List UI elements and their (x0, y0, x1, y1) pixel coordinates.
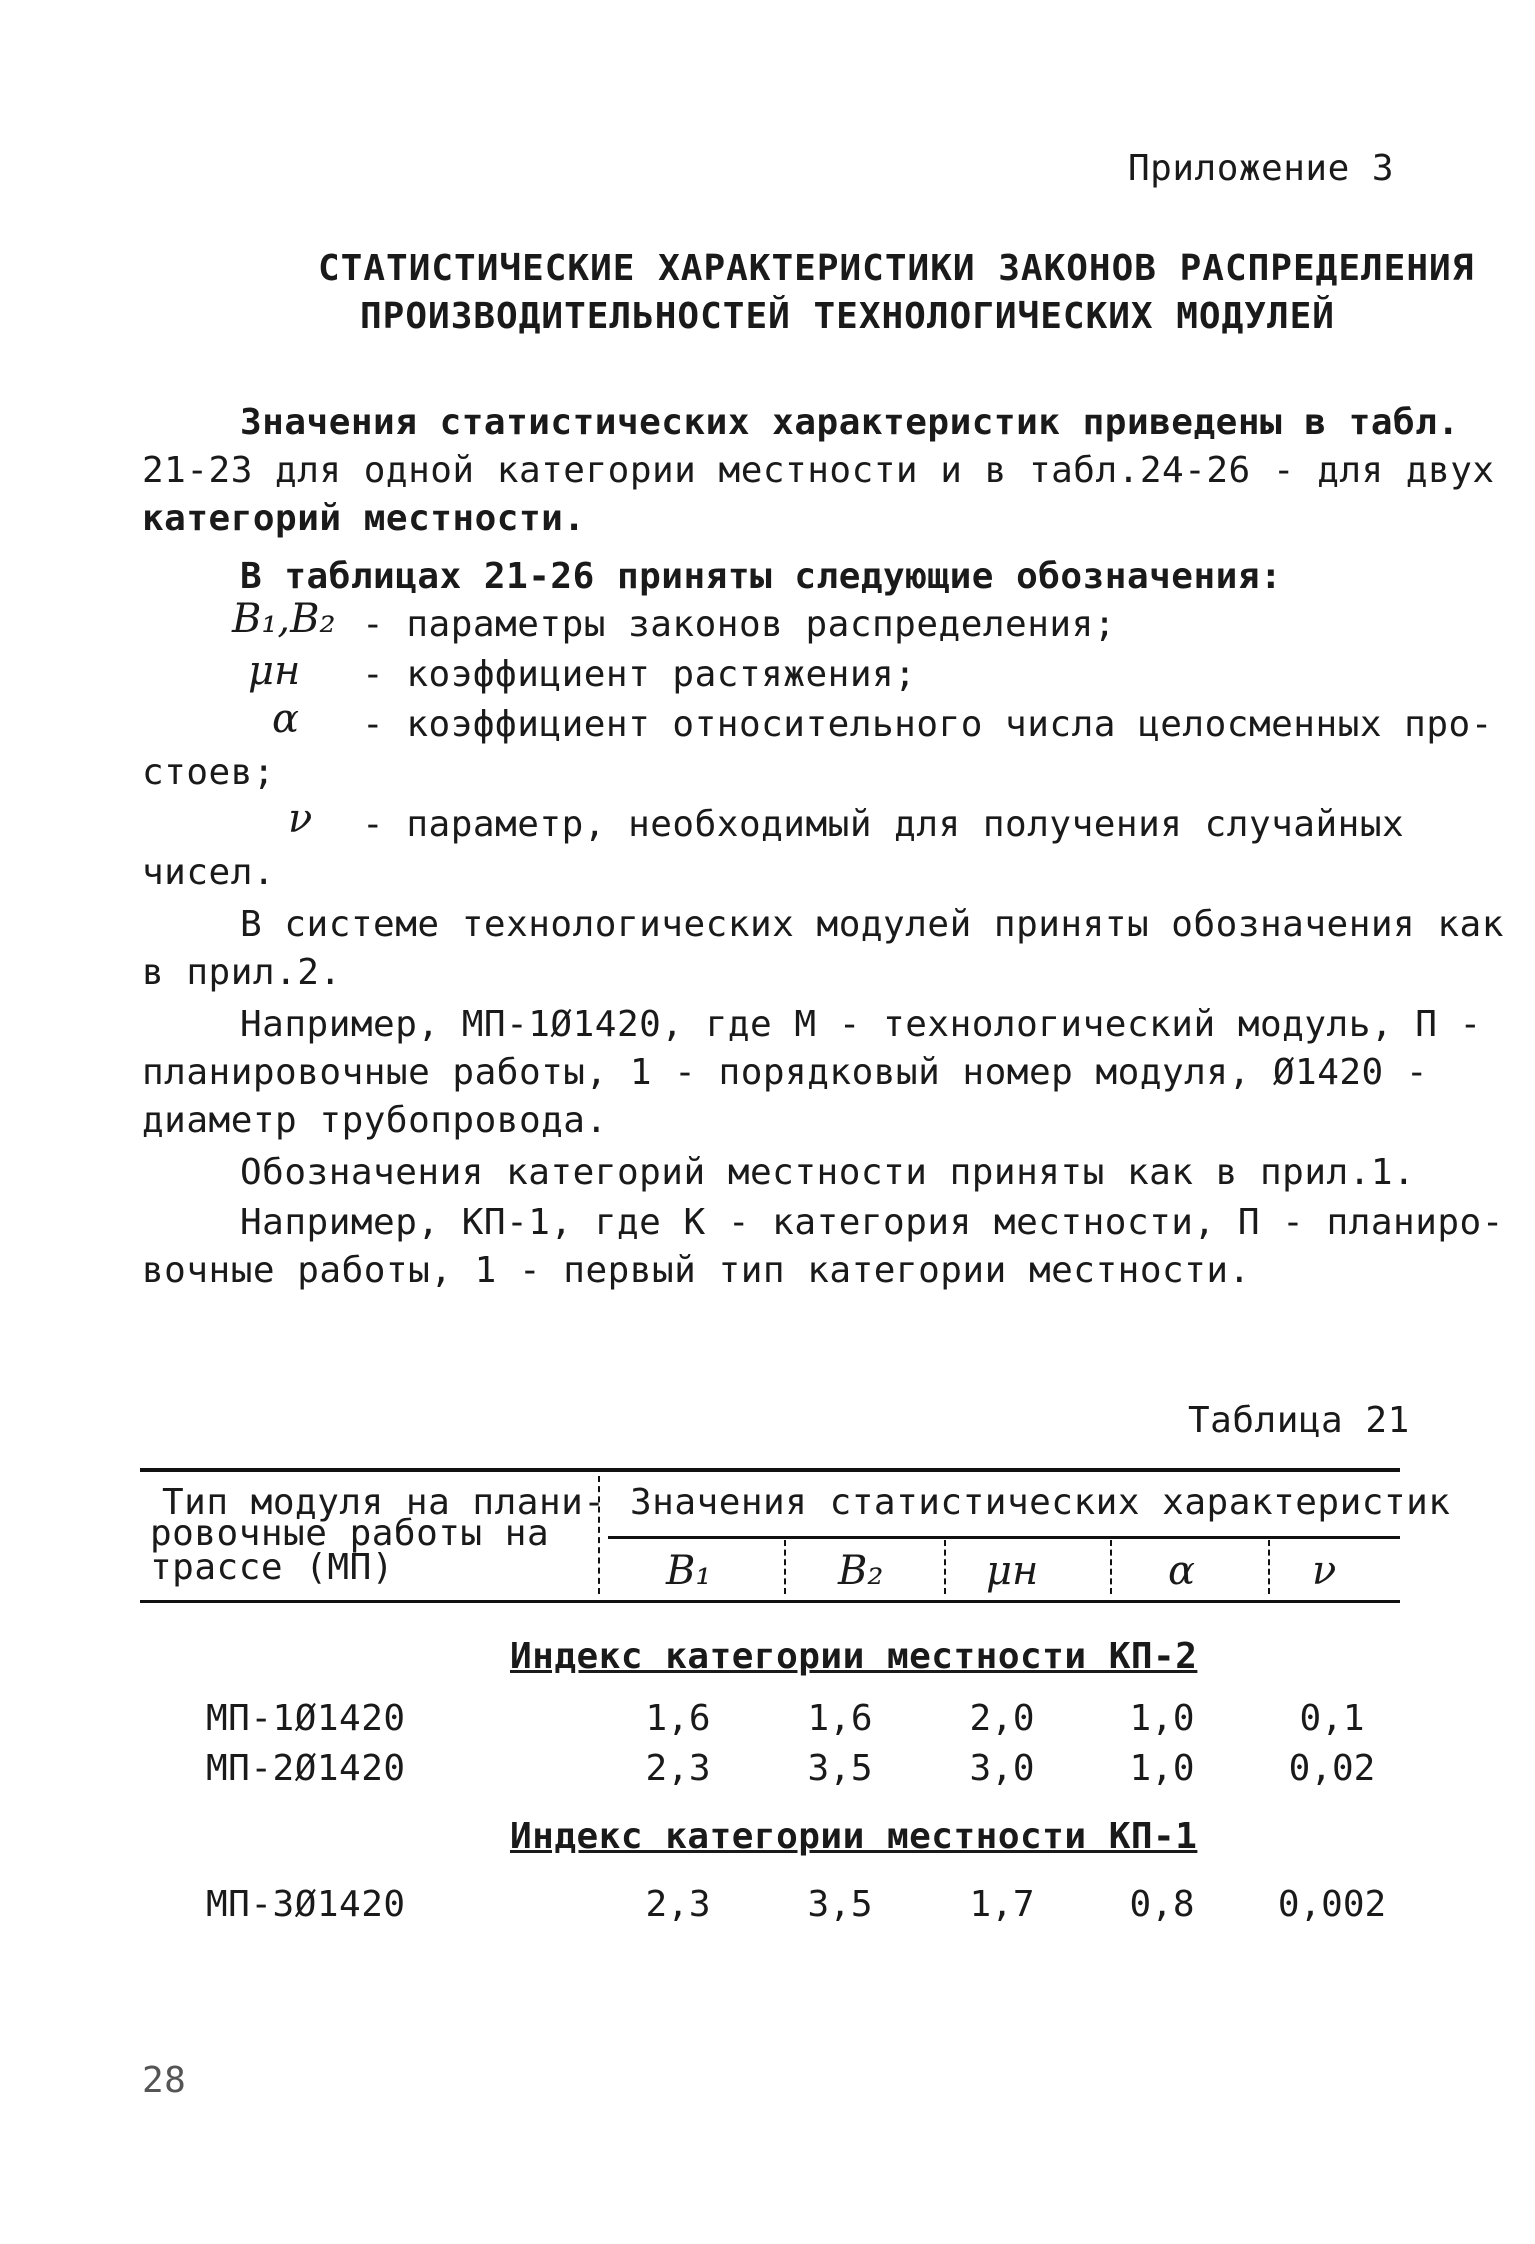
definition-nu-line2: чисел. (142, 852, 276, 893)
cell-b1: 2,3 (645, 1884, 711, 1925)
table-top-rule (140, 1468, 1400, 1472)
symbol-mu: μн (248, 648, 301, 694)
definition-b: - параметры законов распределения; (362, 604, 1116, 645)
definition-nu-line1: - параметр, необходимый для получения случайных (362, 804, 1405, 845)
symbol-b1-b2: B₁,B₂ (232, 596, 336, 642)
cell-alpha: 0,8 (1129, 1884, 1195, 1925)
para3-line2: в прил.2. (142, 952, 342, 993)
col-header-mu: μн (986, 1548, 1039, 1594)
para1-line1: Значения статистических характеристик приведены в табл. (240, 402, 1460, 443)
para6-line1: Например, КП-1, где К - категория местности, П - планиро- (240, 1202, 1504, 1243)
section-title: Индекс категории местности КП-2 (510, 1636, 1198, 1677)
header-col-separator (1110, 1540, 1112, 1594)
symbol-alpha: α (272, 696, 300, 742)
group-header: Значения статистических характеристик (630, 1482, 1451, 1523)
cell-alpha: 1,0 (1129, 1698, 1195, 1739)
para4-line3: диаметр трубопровода. (142, 1100, 608, 1141)
page-title-line2: ПРОИЗВОДИТЕЛЬНОСТЕЙ ТЕХНОЛОГИЧЕСКИХ МОДУЛЕЙ (360, 296, 1335, 337)
page-number: 28 (142, 2060, 187, 2101)
table-header-bottom-rule (140, 1600, 1400, 1603)
col-header-alpha: α (1168, 1548, 1196, 1594)
cell-nu: 0,002 (1277, 1884, 1387, 1925)
para3-line1: В системе технологических модулей приняты обозначения как (240, 904, 1504, 945)
definition-alpha-line1: - коэффициент относительного числа целосменных про- (362, 704, 1493, 745)
definition-mu: - коэффициент растяжения; (362, 654, 917, 695)
cell-nu: 0,02 (1288, 1748, 1376, 1789)
para5: Обозначения категорий местности приняты как в прил.1. (240, 1152, 1416, 1193)
cell-b2: 1,6 (807, 1698, 873, 1739)
row-module-name: МП-3Ø1420 (206, 1884, 406, 1925)
definition-alpha-line2: стоев; (142, 752, 276, 793)
cell-mu: 2,0 (969, 1698, 1035, 1739)
col-header-nu: ν (1312, 1548, 1337, 1594)
appendix-label: Приложение 3 (1128, 148, 1395, 189)
page-title-line1: СТАТИСТИЧЕСКИЕ ХАРАКТЕРИСТИКИ ЗАКОНОВ РАСПРЕДЕЛЕНИЯ (318, 248, 1475, 289)
col0-header-line2: ровочные работы на (150, 1513, 550, 1554)
para1-line2: 21-23 для одной категории местности и в табл.24-26 - для двух (142, 450, 1495, 491)
symbol-nu: ν (288, 796, 313, 842)
col0-header-line1: Тип модуля на плани- (162, 1482, 606, 1523)
col-header-b2: B₂ (838, 1548, 884, 1594)
header-col-separator (784, 1540, 786, 1594)
para6-line2: вочные работы, 1 - первый тип категории местности. (142, 1250, 1251, 1291)
cell-nu: 0,1 (1299, 1698, 1365, 1739)
cell-alpha: 1,0 (1129, 1748, 1195, 1789)
para4-line1: Например, МП-1Ø1420, где М - технологический модуль, П - (240, 1004, 1482, 1045)
para2: В таблицах 21-26 приняты следующие обозначения: (240, 556, 1283, 597)
header-col-separator (944, 1540, 946, 1594)
row-module-name: МП-2Ø1420 (206, 1748, 406, 1789)
col0-header-line3: трассе (МП) (150, 1547, 394, 1588)
para4-line2: планировочные работы, 1 - порядковый номер модуля, Ø1420 - (142, 1052, 1429, 1093)
header-col-separator (1268, 1540, 1270, 1594)
cell-b2: 3,5 (807, 1884, 873, 1925)
col-header-b1: B₁ (666, 1548, 712, 1594)
cell-b1: 1,6 (645, 1698, 711, 1739)
group-header-rule (608, 1536, 1400, 1539)
cell-mu: 3,0 (969, 1748, 1035, 1789)
cell-b1: 2,3 (645, 1748, 711, 1789)
section-title: Индекс категории местности КП-1 (510, 1816, 1198, 1857)
cell-mu: 1,7 (969, 1884, 1035, 1925)
cell-b2: 3,5 (807, 1748, 873, 1789)
para1-line3: категорий местности. (142, 498, 586, 539)
row-module-name: МП-1Ø1420 (206, 1698, 406, 1739)
table-caption: Таблица 21 (1188, 1400, 1410, 1441)
